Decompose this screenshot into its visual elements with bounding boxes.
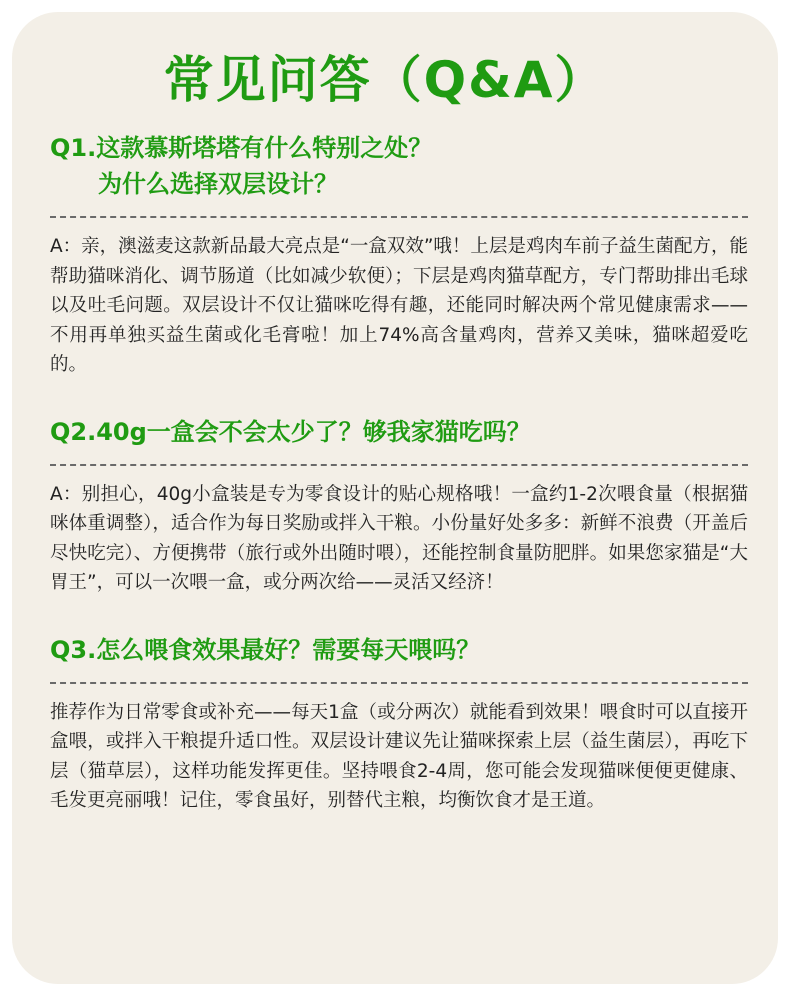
dashed-divider — [50, 464, 748, 466]
question-1-line-2: 为什么选择双层设计？ — [98, 170, 338, 198]
qa-item-1 — [50, 130, 748, 380]
answer-1: A：亲，澳滋麦这款新品最大亮点是“一盒双效”哦！上层是鸡肉车前子益生菌配方，能帮助猫咪消化、调节肠道（比如减少软便）；下层是鸡肉猫草配方，专门帮助排出毛球以及吐毛问题。双层设计不仅让猫咪吃得有趣，还能同时解决两个常见健康需求——不用再单独买益生菌或化毛膏啦！加上74%高含量鸡肉，营养又美味，猫咪超爱吃的。 — [50, 236, 748, 375]
answer-3: 推荐作为日常零食或补充——每天1盒（或分两次）就能看到效果！喂食时可以直接开盒喂，或拌入干粮提升适口性。双层设计建议先让猫咪探索上层（益生菌层），再吃下层（猫草层），这样功能发挥更佳。坚持喂食2-4周，您可能会发现猫咪便便更健康、毛发更亮丽哦！记住，零食虽好，别替代主粮，均衡饮食才是王道。 — [50, 701, 748, 811]
dashed-divider — [50, 216, 748, 218]
question-1-line-1: Q1.这款慕斯塔塔有什么特别之处？ — [50, 134, 433, 162]
answer-2: A：别担心，40g小盒装是专为零食设计的贴心规格哦！一盒约1-2次喂食量（根据猫咪体重调整），适合作为每日奖励或拌入干粮。小份量好处多多：新鲜不浪费（开盖后尽快吃完）、方便携带（旅行或外出随时喂），还能控制食量防肥胖。如果您家猫是“大胃王”，可以一次喂一盒，或分两次给——灵活又经济！ — [50, 483, 748, 593]
page-title: 常见问答（Q&A） — [163, 51, 607, 109]
qa-item-3 — [50, 632, 748, 816]
question-3: Q3.怎么喂食效果最好？需要每天喂吗？ — [50, 635, 481, 664]
qa-card — [12, 12, 778, 984]
qa-item-2 — [50, 414, 748, 598]
question-2: Q2.40g一盒会不会太少了？够我家猫吃吗？ — [50, 417, 531, 446]
dashed-divider — [50, 682, 748, 684]
